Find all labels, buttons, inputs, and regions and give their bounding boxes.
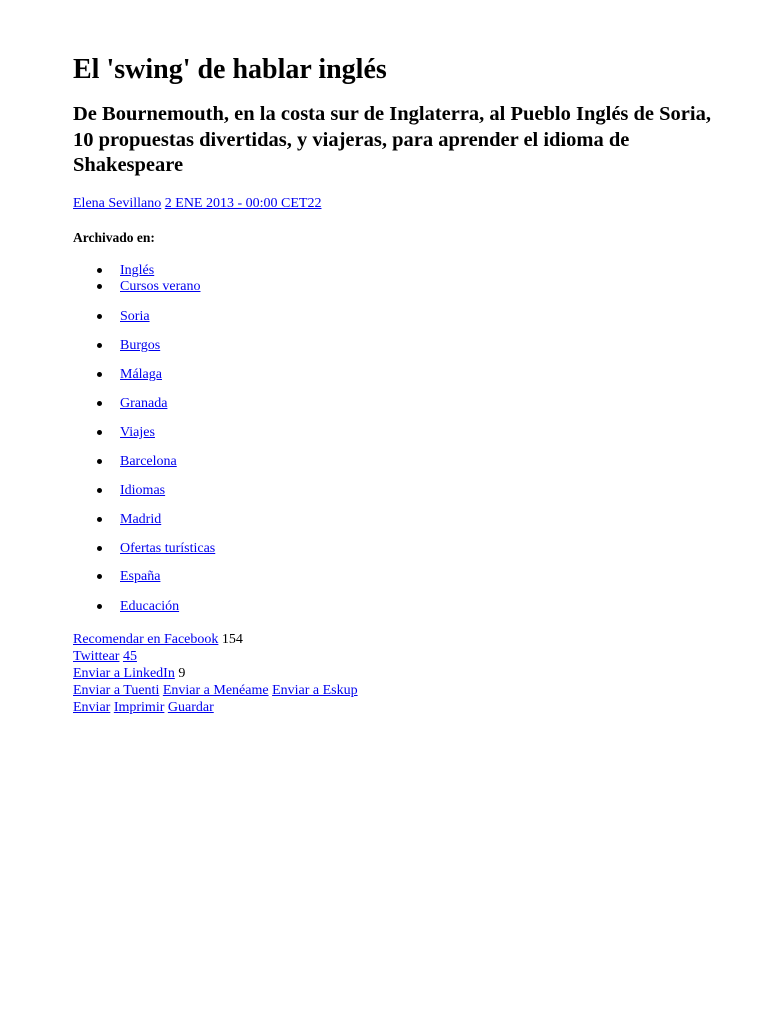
bullet-icon: [97, 604, 102, 609]
bullet-icon: [97, 546, 102, 551]
tag-link[interactable]: Granada: [120, 396, 168, 411]
bullet-icon: [97, 430, 102, 435]
tag-link[interactable]: Barcelona: [120, 454, 177, 469]
meneame-share-link[interactable]: Enviar a Menéame: [162, 683, 269, 698]
bullet-icon: [97, 314, 102, 319]
author-link[interactable]: Elena Sevillano: [73, 196, 162, 211]
share-row-tools: [73, 699, 358, 716]
date-link[interactable]: 2 ENE 2013 - 00:00 CET22: [164, 196, 322, 211]
archived-label: Archivado en:: [73, 230, 155, 245]
send-link[interactable]: Enviar: [73, 700, 111, 715]
tag-link[interactable]: Soria: [120, 309, 150, 324]
share-row-linkedin: [73, 665, 358, 682]
bullet-icon: [97, 343, 102, 348]
bullet-icon: [97, 372, 102, 377]
twitter-tweet-link[interactable]: Twittear: [73, 649, 120, 664]
tuenti-share-link[interactable]: Enviar a Tuenti: [73, 683, 160, 698]
tag-link[interactable]: Inglés: [120, 263, 155, 278]
print-link[interactable]: Imprimir: [113, 700, 165, 715]
bullet-icon: [97, 574, 102, 579]
tag-link[interactable]: Ofertas turísticas: [120, 541, 216, 556]
byline: [73, 195, 321, 212]
twitter-count-link[interactable]: 45: [122, 649, 137, 664]
share-row-twitter: [73, 648, 358, 665]
article-subtitle: De Bournemouth, en la costa sur de Inglaterra, al Pueblo Inglés de Soria, 10 propuestas divertidas, y viajeras, para aprender el idioma de Shakespeare: [73, 103, 711, 176]
tag-link[interactable]: Cursos verano: [120, 279, 201, 294]
tag-link[interactable]: Madrid: [120, 512, 162, 527]
bullet-icon: [97, 517, 102, 522]
article-title: El 'swing' de hablar inglés: [73, 54, 387, 85]
tag-link[interactable]: Viajes: [120, 425, 155, 440]
tag-link[interactable]: Idiomas: [120, 483, 166, 498]
linkedin-share-link[interactable]: Enviar a LinkedIn: [73, 666, 175, 681]
share-row-social: [73, 682, 358, 699]
tag-link[interactable]: Burgos: [120, 338, 161, 353]
share-links: [73, 631, 358, 716]
save-link[interactable]: Guardar: [167, 700, 214, 715]
bullet-icon: [97, 284, 102, 289]
share-row-facebook: [73, 631, 358, 648]
bullet-icon: [97, 488, 102, 493]
tag-link[interactable]: Málaga: [120, 367, 162, 382]
facebook-recommend-link[interactable]: Recomendar en Facebook: [73, 632, 219, 647]
bullet-icon: [97, 401, 102, 406]
facebook-count: 154: [221, 632, 243, 647]
tag-link[interactable]: España: [120, 569, 161, 584]
bullet-icon: [97, 459, 102, 464]
eskup-share-link[interactable]: Enviar a Eskup: [272, 683, 358, 698]
linkedin-count: 9: [178, 666, 186, 681]
tag-link[interactable]: Educación: [120, 599, 180, 614]
bullet-icon: [97, 268, 102, 273]
